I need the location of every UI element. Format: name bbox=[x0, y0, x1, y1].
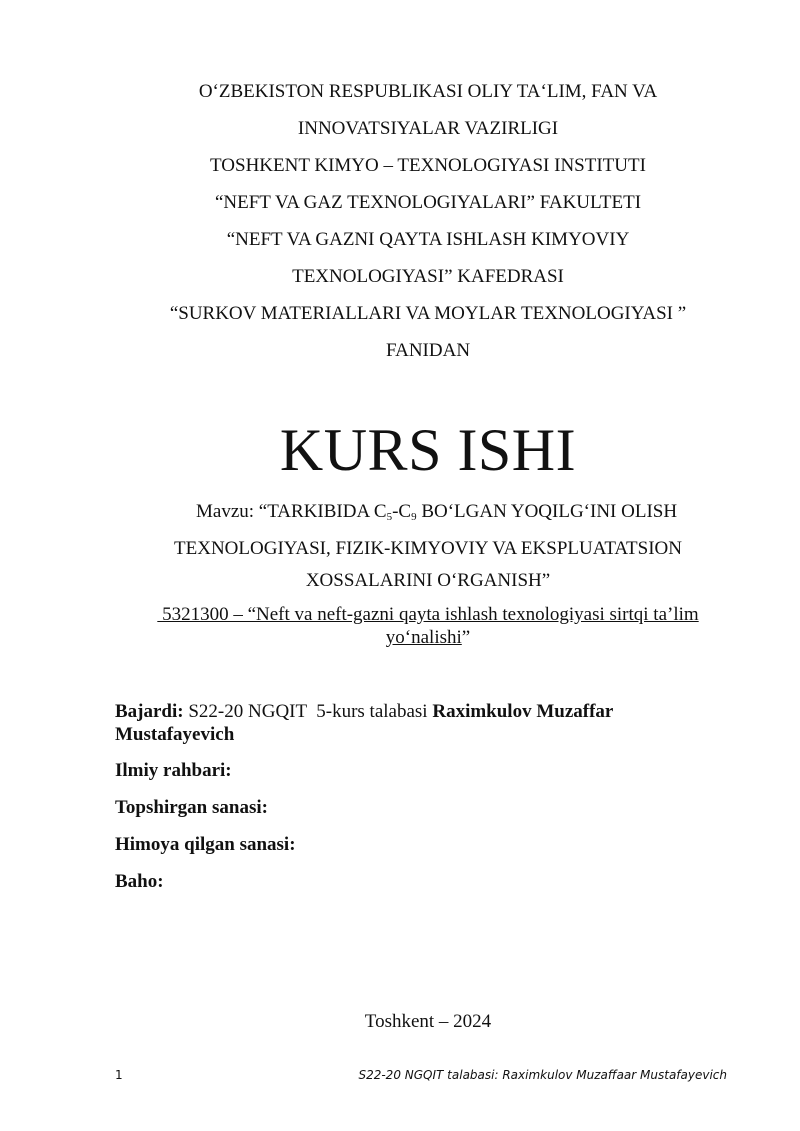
topic-block bbox=[110, 496, 746, 597]
topshirgan-label: Topshirgan sanasi: bbox=[115, 797, 268, 818]
student-name: Raximkulov Muzaffar Mustafayevich bbox=[115, 701, 614, 745]
direction-closing-quote: ” bbox=[461, 627, 471, 648]
bajardi-row bbox=[115, 700, 715, 746]
rahbar-label: Ilmiy rahbari: bbox=[115, 760, 232, 781]
bajardi-text: S22-20 NGQIT 5-kurs talabasi bbox=[183, 701, 433, 722]
header-line: O‘ZBEKISTON RESPUBLIKASI OLIY TA‘LIM, FAN VA bbox=[198, 81, 658, 102]
direction-line-1: 5321300 – “Neft va neft-gazni qayta ishlash texnologiyasi sirtqi ta’lim bbox=[157, 604, 699, 625]
header-line: TOSHKENT KIMYO – TEXNOLOGIYASI INSTITUTI bbox=[210, 155, 646, 176]
city-year: Toshkent – 2024 bbox=[364, 1011, 492, 1032]
topic-line-1 bbox=[110, 496, 746, 533]
topic-prefix: Mavzu: “TARKIBIDA C bbox=[196, 501, 387, 522]
baho-row bbox=[115, 870, 715, 893]
topic-line-3: XOSSALARINI O‘RGANISH” bbox=[305, 570, 551, 591]
subscript-9: 9 bbox=[411, 511, 417, 523]
study-direction bbox=[110, 603, 746, 649]
topshirgan-row bbox=[115, 796, 715, 819]
himoya-row bbox=[115, 833, 715, 856]
header-line: “NEFT VA GAZ TEXNOLOGIYALARI” FAKULTETI bbox=[214, 192, 642, 213]
baho-label: Baho: bbox=[115, 871, 164, 892]
header-line: FANIDAN bbox=[385, 340, 471, 361]
himoya-label: Himoya qilgan sanasi: bbox=[115, 834, 296, 855]
header-line: “SURKOV MATERIALLARI VA MOYLAR TEXNOLOGIYASI ” bbox=[169, 303, 687, 324]
footer-note: S22-20 NGQIT talabasi: Raximkulov Muzaffaar Mustafayevich bbox=[358, 1068, 727, 1082]
page-footer bbox=[115, 1066, 727, 1084]
direction-line-2 bbox=[110, 626, 746, 649]
topic-suffix: BO‘LGAN YOQILG‘INI OLISH bbox=[416, 501, 678, 522]
header-line: INNOVATSIYALAR VAZIRLIGI bbox=[297, 118, 559, 139]
document-title: KURS ISHI bbox=[279, 417, 577, 483]
bajardi-label: Bajardi: bbox=[115, 701, 184, 722]
header-line: “NEFT VA GAZNI QAYTA ISHLASH KIMYOVIY bbox=[226, 229, 630, 250]
topic-line-2: TEXNOLOGIYASI, FIZIK-KIMYOVIY VA EKSPLUATATSION bbox=[174, 538, 682, 559]
ministry-header bbox=[110, 73, 746, 369]
page-number: 1 bbox=[115, 1068, 123, 1082]
header-line: TEXNOLOGIYASI” KAFEDRASI bbox=[292, 266, 564, 287]
subscript-5: 5 bbox=[386, 511, 393, 523]
rahbar-row bbox=[115, 759, 715, 782]
direction-text: yo‘nalishi bbox=[385, 627, 462, 648]
topic-mid: -C bbox=[392, 501, 412, 522]
student-info bbox=[115, 700, 715, 907]
